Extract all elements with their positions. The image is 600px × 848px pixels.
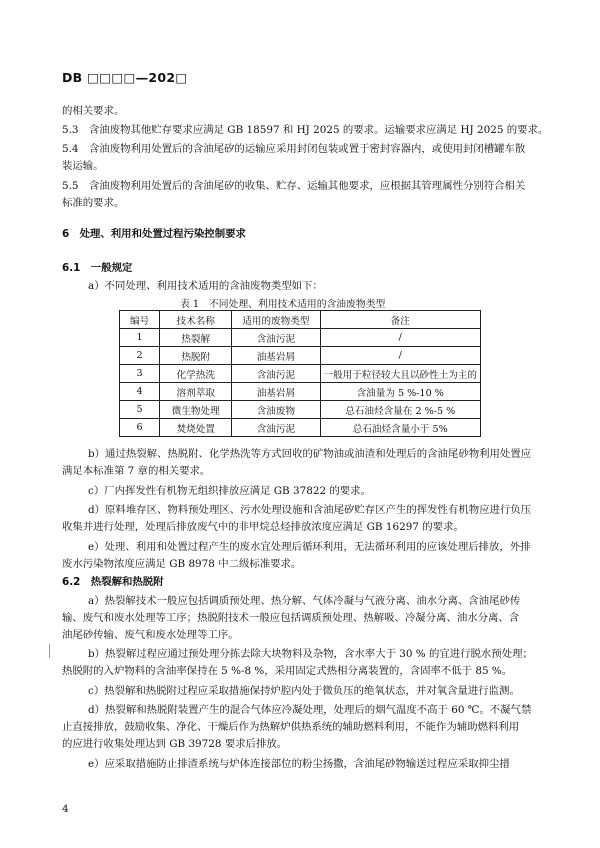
table-cell: 含油污泥 [232,419,320,437]
table-cell: 含油污泥 [232,329,320,347]
table-cell: 化学热洗 [160,365,232,383]
table-cell: 3 [120,365,160,383]
item-e-line2: 废水污染物浓度应满足 GB 8978 中二级标准要求。 [62,558,302,570]
item-e-line1: e）处理、利用和处置过程产生的废水宜处理后循环利用，无法循环利用的应该处理后排放，外排 [88,541,531,553]
item-6-2-b-line2: 热脱附的入炉物料的含油率保持在 5 %-8 %，采用固定式热相分离装置的，含固率不低于 85 %。 [62,665,513,677]
item-d-line2: 收集并进行处理，处理后排放废气中的非甲烷总烃排放浓度应满足 GB 16297 的要求。 [62,521,464,533]
clause-5-4-line2: 装运输。 [62,160,104,172]
table-cell: / [320,329,481,347]
item-b-line2: 满足本标准第 7 章的相关要求。 [62,465,211,477]
paragraph-line: 的相关要求。 [62,105,125,117]
clause-5-5-line1: 5.5 含油废物利用处置后的含油尾矽的收集、贮存、运输其他要求，应根据其管理属性分别符合相关 [62,180,526,192]
table-row [120,329,481,347]
table-cell: 油基岩屑 [232,347,320,365]
table-cell: 油基岩屑 [232,383,320,401]
item-6-2-d-line2: 止直接排放，鼓励收集、净化、干燥后作为热解炉供热系统的辅助燃料利用，不能作为辅助燃料利用 [62,721,520,733]
table-cell: 微生物处理 [160,401,232,419]
table-cell: / [320,347,481,365]
table-cell: 4 [120,383,160,401]
clause-5-5-line2: 标准的要求。 [62,197,125,209]
item-a: a）不同处理、利用技术适用的含油废物类型如下： [88,280,323,292]
table-cell: 焚烧处置 [160,419,232,437]
item-d-line1: d）原料堆存区、物料预处理区、污水处理设施和含油尾矽贮存区产生的挥发性有机物应进行负压 [88,504,532,516]
table-cell: 含油废物 [232,401,320,419]
section-6-heading: 6 处理、利用和处置过程污染控制要求 [62,228,246,240]
item-6-2-c: c）热裂解和热脱附过程应采取措施保持炉腔内处于微负压的绝氧状态，并对氧含量进行监测。 [88,685,520,697]
item-6-2-d-line1: d）热裂解和热脱附装置产生的混合气体应冷凝处理，处理后的烟气温度不高于 60 ℃。不凝气禁 [88,704,532,716]
clause-5-4-line1: 5.4 含油废物利用处置后的含油尾矽的运输应采用封闭包装或置于密封容器内，或使用封闭槽罐车散 [62,143,526,155]
item-6-2-b-line1: b）热裂解过程应通过预处理分拣去除大块物料及杂物，含水率大于 30 % 的宜进行脱水预处理； [88,648,533,660]
table-cell: 一般用于粒径较大且以砂性土为主的 [320,365,481,383]
table-cell: 热脱附 [160,347,232,365]
table-cell: 1 [120,329,160,347]
page-number: 4 [62,803,69,815]
table-header-cell: 技术名称 [160,311,232,329]
table-row [120,383,481,401]
item-6-2-e-line1: e）应采取措施防止排渣系统与炉体连接部位的粉尘扬撒，含油尾砂物输送过程应采取抑尘措 [88,758,510,770]
table-cell: 5 [120,401,160,419]
table-header-cell: 适用的废物类型 [232,311,320,329]
table-header-cell: 编号 [120,311,160,329]
item-6-2-a-line1: a）热裂解技术一般应包括调质预处理、热分解、气体冷凝与气液分离、油水分离、含油尾砂传 [88,595,521,607]
item-c: c）厂内挥发性有机物无组织排放应满足 GB 37822 的要求。 [88,485,371,497]
table-header-row [120,311,481,329]
table-cell: 总石油烃含量在 2 %-5 % [320,401,481,419]
table-row [120,365,481,383]
document-code-header: DB □□□□—202□ [62,70,188,85]
item-6-2-a-line3: 油尾砂传输、废气和废水处理等工序。 [62,629,239,641]
table-cell: 2 [120,347,160,365]
item-b-line1: b）通过热裂解、热脱附、化学热洗等方式回收的矿物油或油渣和处理后的含油尾砂物利用处置应 [88,448,532,460]
waste-type-table [119,310,481,437]
table-row [120,401,481,419]
table-row [120,347,481,365]
item-6-2-a-line2: 输、废气和废水处理等工序；热脱附技术一般应包括调质预处理、热解吸、冷凝分离、油水分离、含 [62,612,520,624]
clause-5-3: 5.3 含油废物其他贮存要求应满足 GB 18597 和 HJ 2025 的要求。运输要求应满足 HJ 2025 的要求。 [62,124,549,136]
section-6-2-heading: 6.2 热裂解和热脱附 [62,576,164,588]
table-cell: 含油污泥 [232,365,320,383]
table-row [120,419,481,437]
section-6-1-heading: 6.1 一般规定 [62,262,133,274]
table-header-cell: 备注 [320,311,481,329]
table-cell: 总石油烃含量小于 5% [320,419,481,437]
item-6-2-d-line3: 的应进行收集处理达到 GB 39728 要求后排放。 [62,738,288,750]
table-cell: 热裂解 [160,329,232,347]
revision-bar [49,644,50,658]
table-cell: 含油量为 5 %-10 % [320,383,481,401]
table-caption: 表 1 不同处理、利用技术适用的含油废物类型 [180,299,386,310]
table-cell: 6 [120,419,160,437]
table-cell: 溶剂萃取 [160,383,232,401]
